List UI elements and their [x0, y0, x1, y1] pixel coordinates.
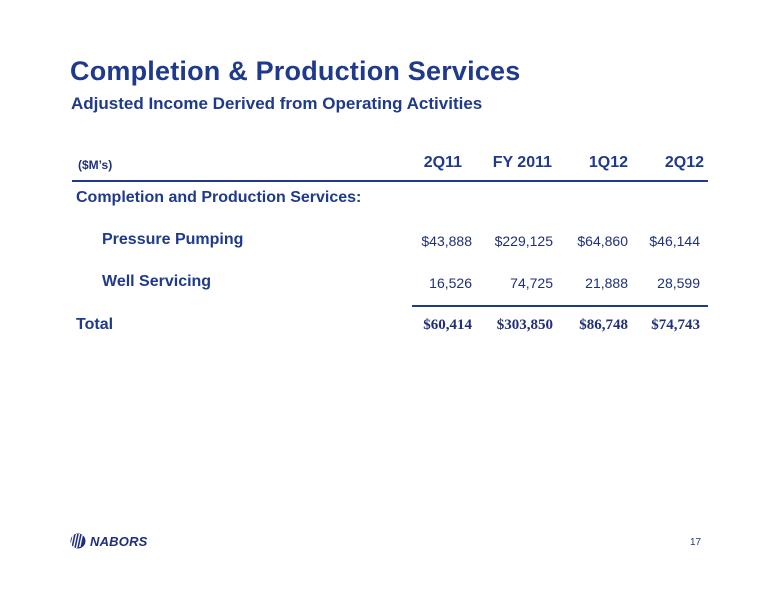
table-cell: 21,888 — [585, 275, 628, 291]
table-cell-total: $86,748 — [579, 317, 628, 333]
total-divider — [412, 305, 708, 307]
column-header-2q11: 2Q11 — [423, 154, 462, 171]
table-cell: $43,888 — [421, 233, 472, 249]
row-label-pressure-pumping: Pressure Pumping — [102, 231, 244, 248]
table-cell-total: $303,850 — [496, 317, 553, 333]
nabors-logo-icon — [70, 533, 86, 549]
page-number: 17 — [690, 537, 702, 548]
table-cell: 16,526 — [429, 275, 472, 291]
table-cell: $46,144 — [649, 233, 700, 249]
page-title: Completion & Production Services — [70, 56, 521, 86]
page-subtitle: Adjusted Income Derived from Operating Activities — [71, 94, 483, 113]
units-label: ($M’s) — [78, 158, 113, 172]
logo-text: NABORS — [90, 533, 148, 549]
column-header-2q12: 2Q12 — [664, 154, 704, 171]
table-cell: 74,725 — [510, 275, 553, 291]
nabors-logo — [70, 533, 148, 549]
table-cell: 28,599 — [657, 275, 700, 291]
row-label-total: Total — [76, 316, 114, 333]
table-cell: $229,125 — [494, 233, 553, 249]
column-header-1q12: 1Q12 — [588, 154, 628, 171]
table-cell: $64,860 — [577, 233, 628, 249]
column-header-fy2011: FY 2011 — [492, 154, 552, 171]
table-cell-total: $74,743 — [651, 317, 700, 333]
table-header-row — [72, 150, 708, 181]
row-label-well-servicing: Well Servicing — [102, 273, 212, 290]
table-cell-total: $60,414 — [423, 317, 472, 333]
header-divider — [72, 180, 708, 182]
section-label: Completion and Production Services: — [76, 189, 362, 206]
